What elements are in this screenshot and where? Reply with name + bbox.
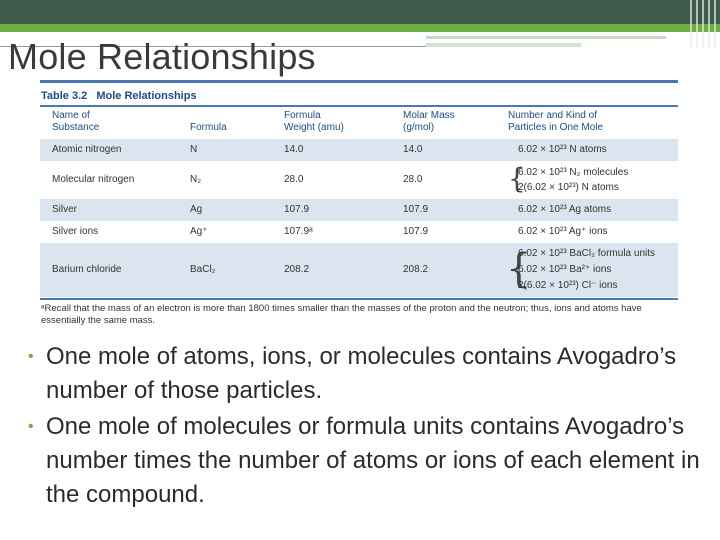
bullet-text: One mole of atoms, ions, or molecules contains Avogadro’s number of those particles. xyxy=(46,343,677,404)
top-decorative-bar xyxy=(0,0,720,24)
formula: N₂ xyxy=(190,174,202,185)
table-row xyxy=(40,243,678,297)
table-rule xyxy=(40,298,678,300)
mole-relationships-table xyxy=(40,80,678,332)
substance-name: Barium chloride xyxy=(52,264,122,275)
molar-mass: 107.9 xyxy=(403,226,429,237)
title-rule xyxy=(426,43,581,47)
table-row xyxy=(40,221,678,243)
formula: Ag⁺ xyxy=(190,226,208,237)
formula-weight: 14.0 xyxy=(284,144,304,155)
particles: 6.02 × 10²³ N₂ molecules xyxy=(518,167,629,178)
molar-mass: 107.9 xyxy=(403,204,429,215)
table-title: Mole Relationships xyxy=(96,90,197,102)
column-header-name: Name of Substance xyxy=(52,110,100,133)
table-row xyxy=(40,199,678,221)
particles: 6.02 × 10²³ Ag⁺ ions xyxy=(518,226,608,237)
particles: 6.02 × 10²³ BaCl₂ formula units xyxy=(518,248,656,259)
bullet-icon: • xyxy=(28,348,34,365)
substance-name: Silver ions xyxy=(52,226,99,237)
table-caption xyxy=(41,90,197,102)
column-header-formula: Formula xyxy=(190,122,227,133)
column-header-weight: Formula Weight (amu) xyxy=(284,110,344,133)
corner-stripes xyxy=(686,0,720,48)
formula: BaCl₂ xyxy=(190,264,216,275)
particles: 6.02 × 10²³ Ag atoms xyxy=(518,204,612,215)
table-rule xyxy=(40,105,678,107)
formula: Ag xyxy=(190,204,203,215)
column-header-molar-mass: Molar Mass (g/mol) xyxy=(403,110,455,133)
table-number: Table 3.2 xyxy=(41,90,88,102)
formula-weight: 28.0 xyxy=(284,174,304,185)
title-rule xyxy=(426,36,666,39)
formula-weight: 107.9ᵃ xyxy=(284,226,313,237)
bullet-icon: • xyxy=(28,418,34,435)
substance-name: Atomic nitrogen xyxy=(52,144,122,155)
molar-mass: 208.2 xyxy=(403,264,429,275)
formula: N xyxy=(190,144,198,155)
bullet-item xyxy=(28,410,708,512)
column-header-particles: Number and Kind of Particles in One Mole xyxy=(508,110,604,133)
bullet-text: One mole of molecules or formula units contains Avogadro’s number times the number of atoms or ions of each element in the compound. xyxy=(46,413,700,508)
table-row xyxy=(40,139,678,161)
formula-weight: 107.9 xyxy=(284,204,310,215)
molar-mass: 14.0 xyxy=(403,144,423,155)
substance-name: Silver xyxy=(52,204,78,215)
particles: 6.02 × 10²³ N atoms xyxy=(518,144,607,155)
brace: { xyxy=(508,162,526,195)
slide-title: Mole Relationships xyxy=(8,36,316,77)
substance-name: Molecular nitrogen xyxy=(52,174,135,185)
particles: 6.02 × 10²³ Ba²⁺ ions xyxy=(518,264,612,275)
top-accent-bar xyxy=(0,24,720,32)
table-rule xyxy=(40,80,678,83)
table-footnote: ᵃRecall that the mass of an electron is more than 1800 times smaller than the masses of the proton and the neutron; thus, ions and atoms have essentially the same mass. xyxy=(41,303,642,326)
particles: 2(6.02 × 10²³) Cl⁻ ions xyxy=(518,280,618,291)
molar-mass: 28.0 xyxy=(403,174,423,185)
bullet-list xyxy=(28,340,708,514)
table-row xyxy=(40,161,678,199)
formula-weight: 208.2 xyxy=(284,264,310,275)
particles: 2(6.02 × 10²³) N atoms xyxy=(518,182,619,193)
bullet-item xyxy=(28,340,708,408)
brace: { xyxy=(506,246,532,292)
